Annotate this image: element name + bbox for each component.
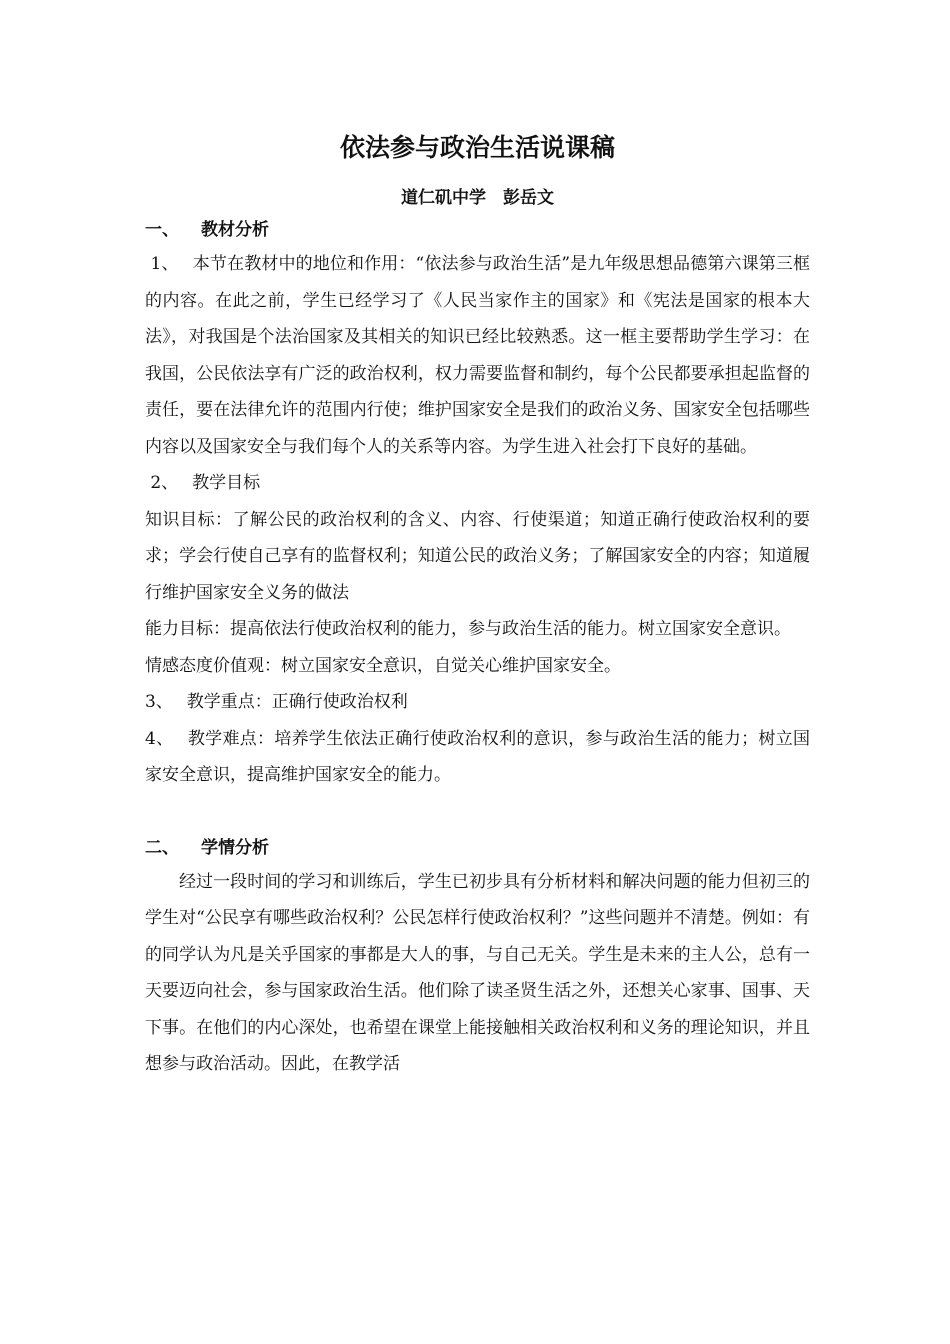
section-heading-2 <box>145 834 810 862</box>
section-title-2: 学情分析 <box>201 837 269 858</box>
section-number-1: 一、 <box>145 220 179 240</box>
item-key-point: 3、 教学重点：正确行使政治权利 <box>145 692 408 712</box>
section-title-1: 教材分析 <box>201 220 269 240</box>
item-difficult-point: 4、 教学难点：培养学生依法正确行使政治权利的意识，参与政治生活的能力；树立国家安全意识，提高维护国家安全的能力。 <box>145 728 810 785</box>
item-text-1: 本节在教材中的地位和作用：“依法参与政治生活”是九年级思想品德第六课第三框的内容。在此之前，学生已经学习了《人民当家作主的国家》和《宪法是国家的根本大法》，对我国是个法治国家及其相关的知识已经比较熟悉。这一框主要帮助学生学习：在我国，公民依法享有广泛的政治权利，权力需要监督和制约，每个公民都要承担起监督的责任，要在法律允许的范围内行使；维护国家安全是我们的政治义务、国家安全包括哪些内容以及国家安全与我们每个人的关系等内容。为学生进入社会打下良好的基础。 <box>145 254 810 457</box>
paragraph-position <box>145 246 810 465</box>
paragraph-emotion-goal: 情感态度价值观：树立国家安全意识，自觉关心维护国家安全。 <box>145 655 621 676</box>
section-number-2: 二、 <box>145 837 179 858</box>
section-gap <box>145 794 810 830</box>
document-title: 依法参与政治生活说课稿 <box>339 133 615 162</box>
paragraph-student-analysis: 经过一段时间的学习和训练后，学生已初步具有分析材料和解决问题的能力但初三的学生对“公民享有哪些政治权利？公民怎样行使政治权利？”这些问题并不清楚。例如：有的同学认为凡是关乎国家的事都是大人的事，与自己无关。学生是未来的主人公，总有一天要迈向社会，参与国家政治生活。他们除了读圣贤生活之外，还想关心家事、国事、天下事。在他们的内心深处，也希望在课堂上能接触相关政治权利和义务的理论知识，并且想参与政治活动。因此，在教学活 <box>145 871 810 1074</box>
item-label-1: 1、 <box>145 254 193 274</box>
paragraph-knowledge-goal: 知识目标：了解公民的政治权利的含义、内容、行使渠道；知道正确行使政治权利的要求；学会行使自己享有的监督权利；知道公民的政治义务；了解国家安全的内容；知道履行维护国家安全义务的做法 <box>145 509 810 603</box>
author-line: 道仁矶中学 彭岳文 <box>401 188 554 208</box>
section-heading-1 <box>145 216 810 244</box>
paragraph-ability-goal: 能力目标：提高依法行使政治权利的能力，参与政治生活的能力。树立国家安全意识。 <box>145 619 791 639</box>
document-page <box>145 128 810 1083</box>
item-teaching-goals: 2、 教学目标 <box>145 473 261 493</box>
